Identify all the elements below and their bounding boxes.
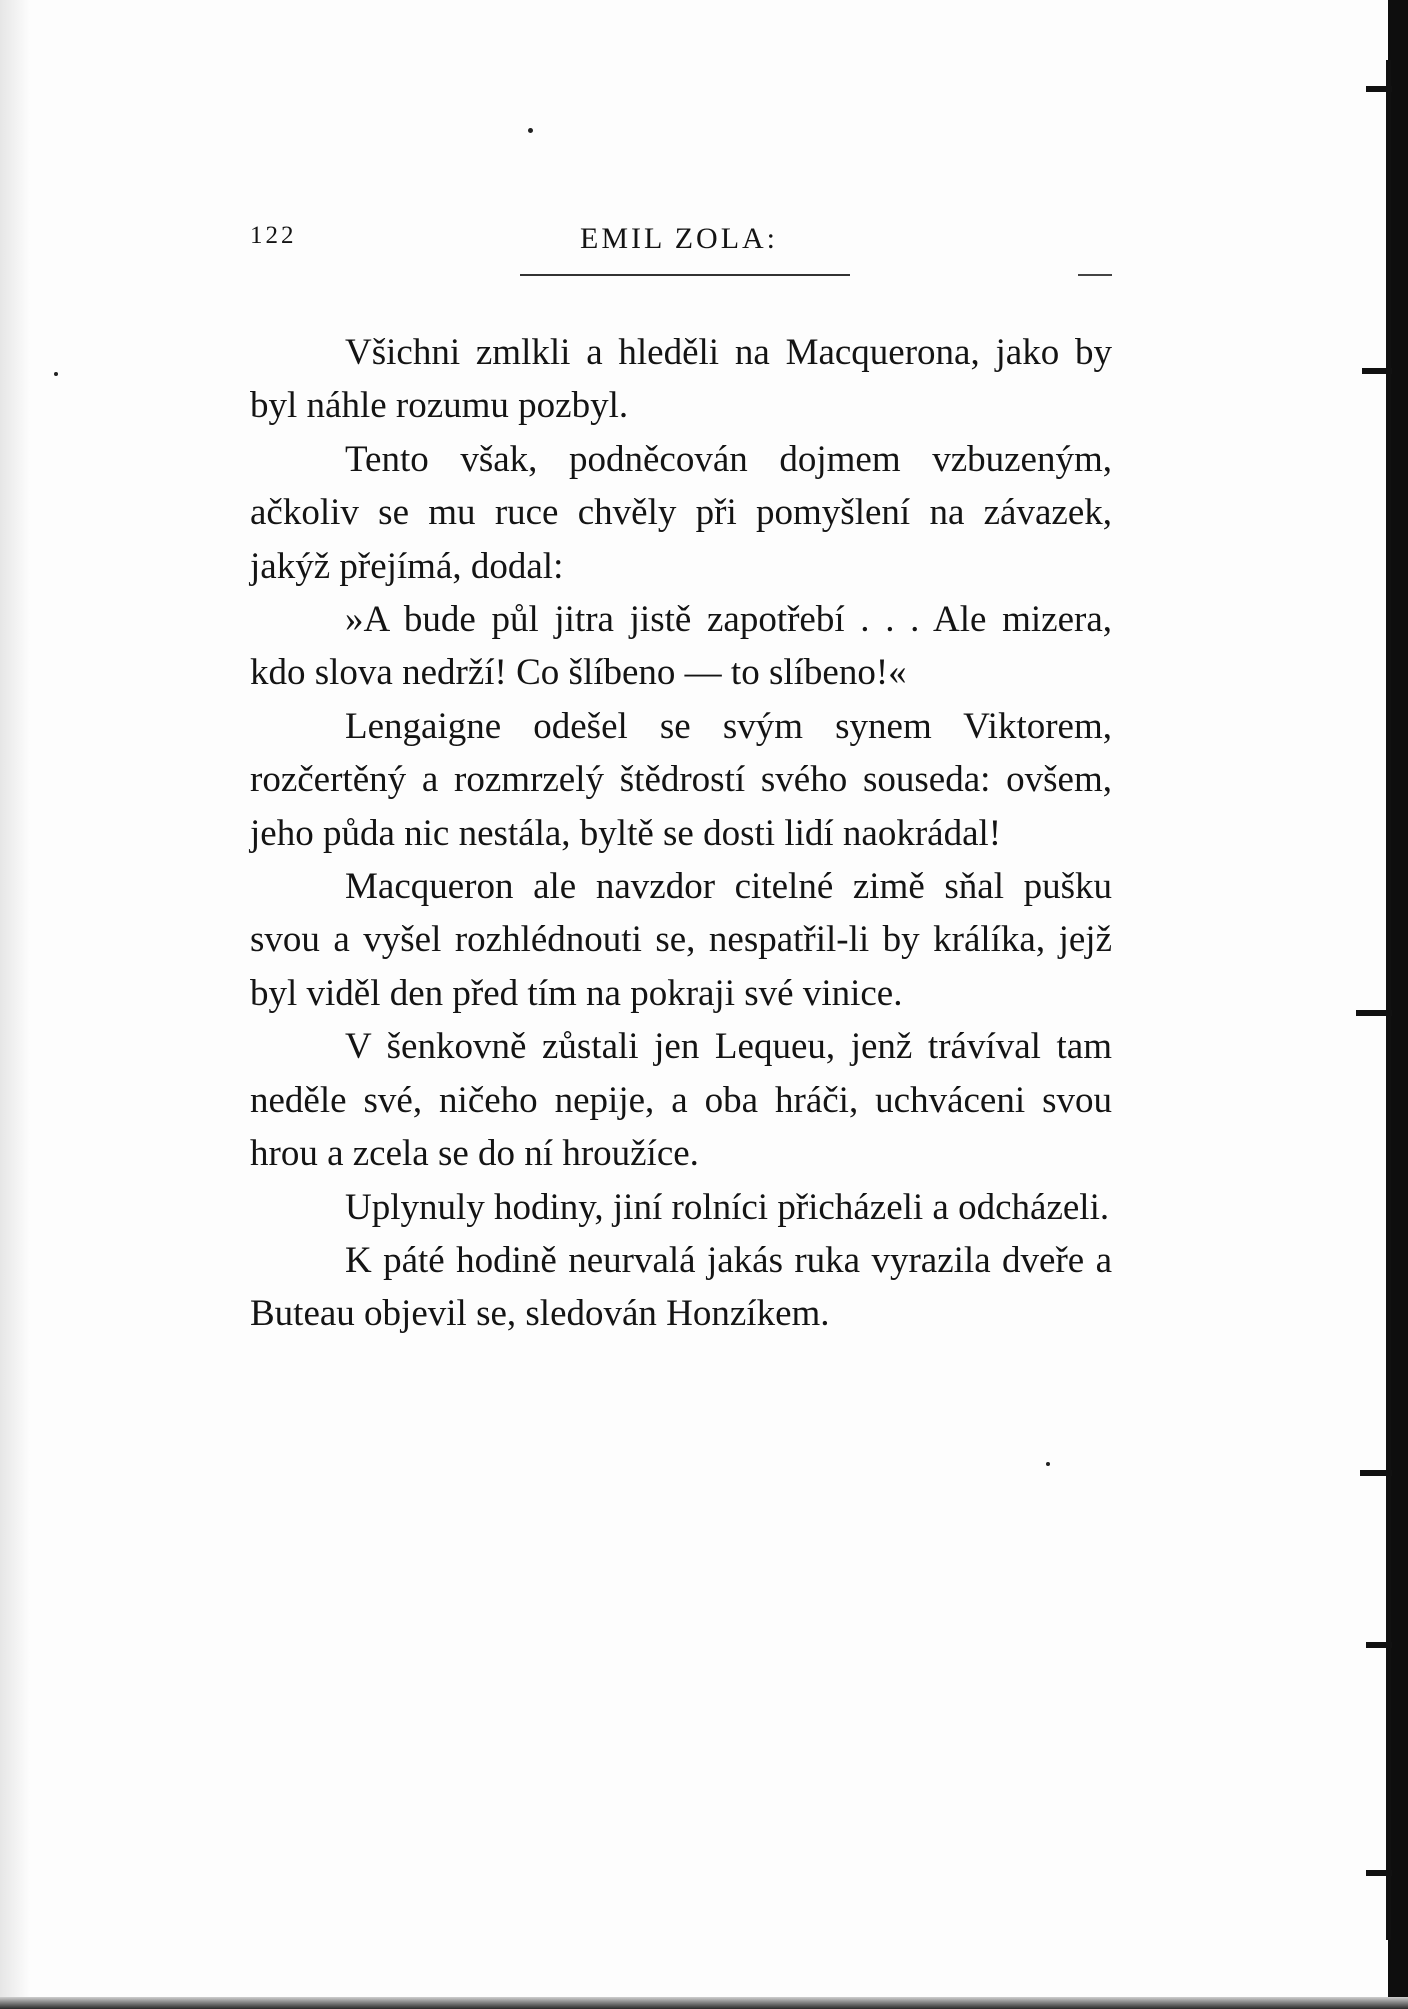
ink-speck	[1046, 1462, 1050, 1466]
header-rule-end	[1078, 274, 1112, 276]
paragraph: V šenkovně zůstali jen Lequeu, jenž trávíval tam neděle své, ničeho nepije, a oba hráči, uchváceni svou hrou a zcela se do ní hroužíce.	[250, 1026, 1112, 1175]
scan-edge-bottom	[0, 1997, 1408, 2009]
ink-speck	[528, 128, 533, 133]
paragraph: Všichni zmlkli a hleděli na Macquerona, jako by byl náhle rozumu pozbyl.	[250, 332, 1112, 427]
binding-line	[1386, 60, 1391, 1940]
paragraph: Tento však, podněcován dojmem vzbuzeným, ačkoliv se mu ruce chvěly při pomyšlení na závazek, jakýž přejímá, dodal:	[250, 438, 1112, 587]
ink-speck	[54, 372, 58, 376]
binding-mark	[1356, 1010, 1392, 1016]
scan-edge-right	[1388, 0, 1408, 2009]
paragraph: Uplynuly hodiny, jiní rolníci přicházeli a odcházeli.	[345, 1186, 1110, 1228]
header-rule	[520, 274, 850, 276]
binding-mark	[1362, 368, 1392, 374]
running-head	[250, 222, 1110, 262]
page-number: 122	[250, 222, 297, 249]
paragraph: »A bude půl jitra jistě zapotřebí . . . Ale mizera, kdo slova nedrží! Co šlíbeno — to slíbeno!«	[250, 599, 1112, 694]
binding-mark	[1366, 86, 1392, 92]
paragraph: K páté hodině neurvalá jakás ruka vyrazila dveře a Buteau objevil se, sledován Honzíkem.	[250, 1239, 1112, 1335]
body-text	[250, 326, 1112, 1341]
page-left-shading	[0, 0, 30, 2009]
paragraph: Lengaigne odešel se svým synem Viktorem, rozčertěný a rozmrzelý štědrostí svého souseda: ovšem, jeho půda nic nestála, byltě se dosti lidí naokrádal!	[250, 705, 1112, 854]
running-title: EMIL ZOLA:	[580, 222, 779, 255]
binding-mark	[1366, 1870, 1392, 1876]
binding-mark	[1366, 1642, 1392, 1648]
paragraph: Macqueron ale navzdor citelné zimě sňal pušku svou a vyšel rozhlédnouti se, nespatřil-li by králíka, jejž byl viděl den před tím na pokraji své vinice.	[250, 866, 1112, 1014]
binding-mark	[1360, 1470, 1392, 1476]
